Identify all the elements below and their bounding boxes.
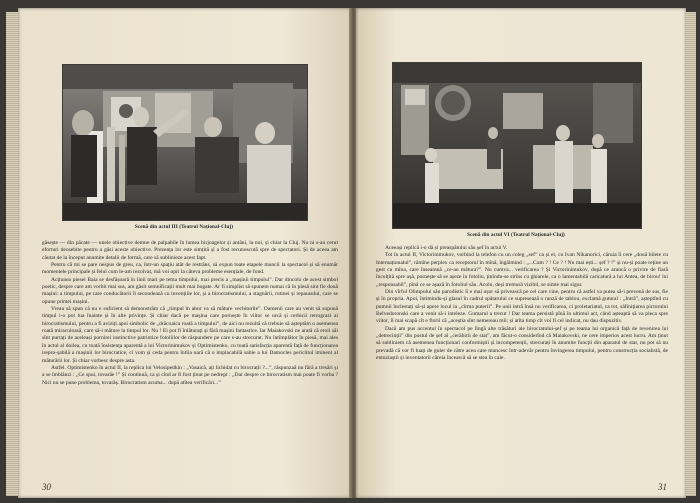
- paragraph: Pentru că mi se pare nespus de greu, ca, într-un spațiu atât de restrâns, să expun toate etapele muncii la spectacol și să enumăr momentele principale și felul cum le-am rezolvat, mă voi opri la câteva probleme esențiale, de fond.: [42, 262, 338, 276]
- right-page-body-text: [376, 245, 668, 363]
- paragraph: Aceeași replică i-o dă și preaspătului său șef în actul V.: [385, 245, 508, 251]
- photo-caption-act-iii: Scenă din actul III (Teatrul Național-Cluj): [134, 224, 234, 230]
- theatre-photo-act-iii: [62, 64, 308, 221]
- paragraph: Astfel. Optimistenko în actul II, la replica lui Velosipedkin : „Vasaică, ați lichidat cu birocrații ?...”, răspunzaă nu fără a tresări și a se îmblânzi : „Ce spui, tovarăe !” Și continuă, ca și cînd ar fi fost ținut pe nedrept : „Dar despre ce birocratism mai poate fi vorba ? Nici nu se pune problema, tovarăș. Birocratism acuma... după atîtea verificări...”: [42, 364, 338, 386]
- paragraph: Tot în actul II, Victorinimukov, vorbind la telefon cu un coleg „sef” ca și el, cu Ivan Nikanorici, căruia îi cere „două bilete cu Internaționalul”, rămîne perplex ca receptorul în mînă, îngăimind : „...Cum ? ! Ce ? ! Nu mai ești... șef ? !” și nu-și poate reține un gest cu mîna, care înseamnă „ce-au mătura?”. Nu cumva... verificarea ? Și Victorinimukov, după ce aruncă o privire de fiară încolțită spre ușă, pornește să se așeze in fotoliu, ținîndu-se strîns cu ghiarele, ca o lamentabilă caricatură a lui Antea, de birou! lui „responsabil”, pînă ce se așază în fotoliul său. Acolo, deși tremură vizibil, se simte mai sigur.: [376, 252, 668, 288]
- stage-scene-illustration-2: [393, 63, 641, 228]
- paragraph: Acțiunea piesei Baia se desfășoară în linii mari pe tema timpului, mai precis a „mașinii timpului”. Dar dincolo de acest simbol poetic, despre care am vorbit mai sus, am găsit semnificații mult mai bogate. Ar fi simplist să spunem numai că în piesă sint fie două mașini: a timpului, pe care conducătorii îl secondează cu invențiile lor, și a birocratismului, a stagnării, rutinei și repausului, care se opune primei mașini.: [42, 276, 338, 305]
- photo-caption-act-vi: Scenă din actul VI (Teatrul Național-Cluj): [467, 232, 565, 238]
- paragraph: Vreau să spun că nu e suficient să demonstrăm că „timpul în abur va să măture vechiturile”. Oamenii care au venit să supună timpul i-o pot lua înainte și în alte privințe. Și chiar dacă pe mașina care pornește în viitor se urcă și cerbicii retrograzi ai birocratismului, pentru a fi aviziți apoi simbolic de „drăcoaica roată a timpului”, de aici nu rezultă că trebuie să așteptăm o asemenea roată miraculoasă, care să-i măture la timpul lor. Nu ! Ei pot fi înlăturați și fără mașini fantastice. Iar Maiakovski ne arată că eroii săi sînt purtați de aceleași pornirei instinctive patriotice fotoliilor de răspundere pe care s-au strecurat. Nu întîmplător în piesă, mai ales în actul al doilea, cu toată însistența aparentă a lui Victorinimukov și Optimistenko, cu toată satisfacția aparentă față de funcționarea irepro-șabilă a mașinii lor birocratice, ci vom și ceda pentru întîia oară că o implacabilă sabie a lui Damocles periclitul iminent al măturării lor. Și chiar vorbesc despre asta.: [42, 306, 338, 364]
- theatre-photo-act-vi: [392, 62, 642, 229]
- stage-scene-illustration: [63, 65, 307, 220]
- page-edges-right: [686, 12, 696, 496]
- paragraph: Din vîrful Olimpului său parodistic îi e mai ușor să privească pe cel care vine, pentru că astfel va putea să-i prevenă de sus, fie și în propria. Apoi, întimindu-și glasul în cadrul spătarului ce supresează o ranză de tablou, exclamă gutural : „Intră”, așteptînd cu pumnii înclestați să-și apere locul la „cîrma puterii”. Pe unii intră însă nu verificarea, ci proletariatul, ca tot, săfinițiarea pictorului Belvedoronski care a venit să-i inteleze. Gumarul a trecut ! Dar teama persistă pînă în ultimul act, când așteaptă să va pleca spre viitor, îl mai scapă cît e florii că „aceștia sînt nemereau mii; și atîta timp cît voi fi cel indicat, nu dau dispozitiv.: [376, 289, 668, 325]
- paragraph: găsește — din păcate — unele obiective demne de palpabile în lumea birjoagelor și antăni, la noi, și chiar la Cluj. Nu ni s-au cerut eforturi deosebite pentru a găsi aceste obiective. Prezența lor este simțită și a fost recunoscută spre de spectatori. Și de aceea am căutat de la început anumite detalii de formă, care să sublinieze acest fapt.: [42, 240, 338, 261]
- page-edges-left: [6, 12, 18, 496]
- right-page: [356, 8, 686, 498]
- page-number-left: 30: [42, 482, 51, 492]
- left-page: [18, 8, 351, 498]
- left-page-body-text: [42, 240, 338, 387]
- paragraph: Dacă am pus accentul în spectacol pe lîngă alte trăsături ale birocratului-șef și pe teama lui organică față de revenirea lui „detrecinții” din postul de șef al „cerăbirii de stat”, am făcut-o considerînd că Maiakovski, ne cere imperios acest lucru. Am ținut să subliniem că asemenea funcționari conformiștii și incompetenții, strecurați în anumite funcții din aparatul de stat, nu pot să nu prevadă că vor fi luați de guler de către acea care muncesc într-adevăr pentru învingerea timpului, pentru construcția socialistă, de entuziaștii și inventatorii căreia încearcă să se stea în cale.: [376, 325, 668, 362]
- page-number-right: 31: [658, 482, 667, 492]
